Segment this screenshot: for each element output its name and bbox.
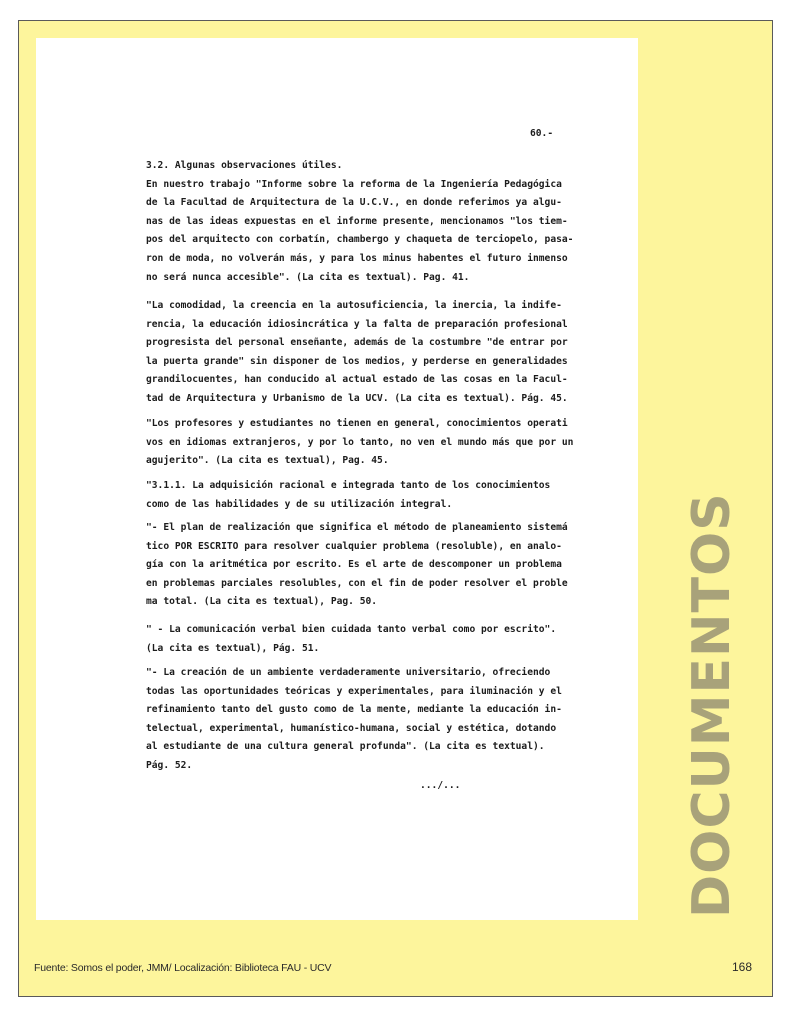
paragraph-observaciones: 3.2. Algunas observaciones útiles. En nuestro trabajo "Informe sobre la reforma de la Ingeniería Pedagógica de la Facultad de Arquitectura de la U.C.V., en donde referimos ya algu- nas de las ideas expuestas en el informe presente, mencionamos "los tiem- pos del arquitecto con corbatín, chambergo y chaqueta de terciopelo, pasa- ron de moda, no volverán más, y para los minus habentes el futuro inmenso no será nunca accesible". (La cita es textual). Pag. 41. (146, 160, 574, 283)
footer-source: Fuente: Somos el poder, JMM/ Localización: Biblioteca FAU - UCV (34, 962, 332, 974)
side-section-label: DOCUMENTOS (682, 492, 742, 918)
paragraph-ambiente: "- La creación de un ambiente verdaderamente universitario, ofreciendo todas las oportunidades teóricas y experimentales, para iluminación y el refinamiento tanto del gusto como de la mente, mediante la educación in- telectual, experimental, humanístico-humana, social y estética, dotando al estudiante de una cultura general profunda". (La cita es textual). Pág. 52. (146, 667, 562, 771)
paragraph-plan-realizacion: "- El plan de realización que significa el método de planeamiento sistemá tico POR ESCRITO para resolver cualquier problema (resoluble), en analo- gía con la aritmética por escrito. Es el arte de descomponer un problema en problemas parciales resolubles, con el fin de poder resolver el proble ma total. (La cita es textual), Pag. 50. (146, 522, 568, 608)
typed-page-number: 60.- (530, 128, 554, 139)
footer-page-number: 168 (732, 960, 753, 974)
paragraph-comodidad: "La comodidad, la creencia en la autosuficiencia, la inercia, la indife- rencia, la educación idiosincrática y la falta de preparación profesional progresista del personal enseñante, además de la costumbre "de entrar por la puerta grande" sin disponer de los medios, y perderse en generalidades grandilocuentes, han conducido al actual estado de las cosas en la Facul- tad de Arquitectura y Urbanismo de la UCV. (La cita es textual). Pág. 45. (146, 300, 568, 404)
paragraph-adquisicion: "3.1.1. La adquisición racional e integrada tanto de los conocimientos como de las habilidades y de su utilización integral. (146, 480, 551, 510)
continued-marker: .../... (420, 780, 461, 791)
paragraph-comunicacion: " - La comunicación verbal bien cuidada tanto verbal como por escrito". (La cita es textual), Pág. 51. (146, 624, 557, 654)
paragraph-profesores: "Los profesores y estudiantes no tienen en general, conocimientos operati vos en idiomas extranjeros, y por lo tanto, no ven el mundo más que por un agujerito". (La cita es textual), Pag. 45. (146, 418, 574, 467)
